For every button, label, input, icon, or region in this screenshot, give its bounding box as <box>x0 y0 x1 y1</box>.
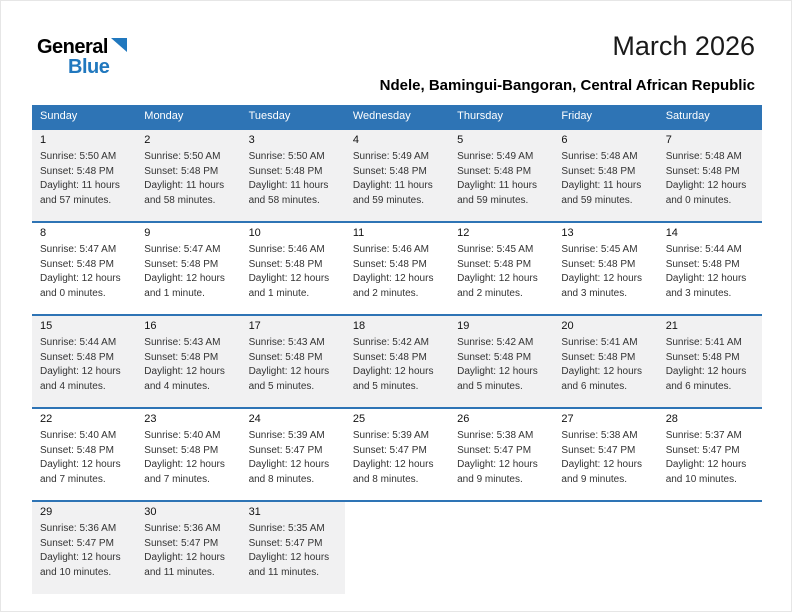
sunrise-text: Sunrise: 5:35 AM <box>248 523 325 534</box>
day-number: 17 <box>248 320 261 332</box>
day-number: 13 <box>561 227 574 239</box>
day-number: 26 <box>457 413 470 425</box>
day-cell-27 <box>553 408 657 501</box>
daylight-text: Daylight: 12 hours and 4 minutes. <box>144 366 225 392</box>
sunset-text: Sunset: 5:48 PM <box>352 165 427 177</box>
day-header-row <box>32 105 762 129</box>
day-cell-17 <box>241 315 345 408</box>
sunset-text: Sunset: 5:48 PM <box>561 351 636 363</box>
day-cell-2 <box>136 129 240 222</box>
sunset-text: Sunset: 5:48 PM <box>352 351 427 363</box>
empty-day-cell <box>658 501 762 594</box>
day-cell-16 <box>136 315 240 408</box>
sunrise-text: Sunrise: 5:49 AM <box>352 151 429 162</box>
sunset-text: Sunset: 5:47 PM <box>352 444 427 456</box>
logo-triangle-icon <box>111 38 127 52</box>
day-number: 7 <box>665 134 672 146</box>
day-number: 12 <box>457 227 470 239</box>
day-cell-21 <box>658 315 762 408</box>
day-number: 24 <box>248 413 261 425</box>
daylight-text: Daylight: 11 hours and 58 minutes. <box>248 180 329 206</box>
day-number: 16 <box>144 320 157 332</box>
day-header-monday: Monday <box>136 105 240 129</box>
day-number: 9 <box>144 227 151 239</box>
day-cell-3 <box>241 129 345 222</box>
day-number: 5 <box>457 134 464 146</box>
sunrise-text: Sunrise: 5:37 AM <box>665 430 742 441</box>
sunrise-text: Sunrise: 5:48 AM <box>561 151 638 162</box>
daylight-text: Daylight: 12 hours and 9 minutes. <box>561 459 643 485</box>
sunrise-text: Sunrise: 5:46 AM <box>248 244 325 255</box>
sunrise-text: Sunrise: 5:42 AM <box>352 337 429 348</box>
sunset-text: Sunset: 5:48 PM <box>40 165 114 177</box>
sunset-text: Sunset: 5:47 PM <box>40 537 114 549</box>
daylight-text: Daylight: 11 hours and 58 minutes. <box>144 180 225 206</box>
sunset-text: Sunset: 5:48 PM <box>40 351 114 363</box>
sunset-text: Sunset: 5:47 PM <box>248 444 323 456</box>
sunrise-text: Sunrise: 5:44 AM <box>40 337 117 348</box>
day-cell-25 <box>345 408 449 501</box>
daylight-text: Daylight: 12 hours and 4 minutes. <box>40 366 121 392</box>
daylight-text: Daylight: 11 hours and 59 minutes. <box>457 180 537 206</box>
sunrise-text: Sunrise: 5:50 AM <box>248 151 325 162</box>
daylight-text: Daylight: 12 hours and 3 minutes. <box>561 273 643 299</box>
sunrise-text: Sunrise: 5:45 AM <box>457 244 534 255</box>
sunset-text: Sunset: 5:47 PM <box>144 537 219 549</box>
sunrise-text: Sunrise: 5:41 AM <box>561 337 638 348</box>
day-number: 10 <box>248 227 261 239</box>
daylight-text: Daylight: 12 hours and 6 minutes. <box>665 366 747 392</box>
daylight-text: Daylight: 11 hours and 59 minutes. <box>352 180 433 206</box>
day-cell-26 <box>449 408 553 501</box>
logo-top-row <box>37 37 127 57</box>
week-row-1 <box>32 129 762 222</box>
empty-day-cell <box>449 501 553 594</box>
day-cell-15 <box>32 315 136 408</box>
sunrise-text: Sunrise: 5:44 AM <box>665 244 742 255</box>
daylight-text: Daylight: 11 hours and 57 minutes. <box>40 180 120 206</box>
daylight-text: Daylight: 12 hours and 7 minutes. <box>40 459 121 485</box>
day-cell-30 <box>136 501 240 594</box>
day-number: 23 <box>144 413 157 425</box>
day-cell-9 <box>136 222 240 315</box>
sunrise-text: Sunrise: 5:38 AM <box>457 430 534 441</box>
sunrise-text: Sunrise: 5:50 AM <box>40 151 117 162</box>
sunset-text: Sunset: 5:47 PM <box>665 444 740 456</box>
sunset-text: Sunset: 5:48 PM <box>561 165 636 177</box>
daylight-text: Daylight: 11 hours and 59 minutes. <box>561 180 642 206</box>
day-number: 31 <box>248 506 261 518</box>
daylight-text: Daylight: 12 hours and 11 minutes. <box>248 552 330 578</box>
sunset-text: Sunset: 5:48 PM <box>665 165 740 177</box>
sunrise-text: Sunrise: 5:39 AM <box>248 430 325 441</box>
sunset-text: Sunset: 5:48 PM <box>561 258 636 270</box>
sunset-text: Sunset: 5:48 PM <box>40 258 114 270</box>
day-cell-28 <box>658 408 762 501</box>
day-cell-29 <box>32 501 136 594</box>
sunset-text: Sunset: 5:48 PM <box>352 258 427 270</box>
day-cell-5 <box>449 129 553 222</box>
daylight-text: Daylight: 12 hours and 3 minutes. <box>665 273 747 299</box>
day-cell-24 <box>241 408 345 501</box>
page-title: March 2026 <box>612 31 755 61</box>
daylight-text: Daylight: 12 hours and 11 minutes. <box>144 552 225 578</box>
sunset-text: Sunset: 5:48 PM <box>665 351 740 363</box>
daylight-text: Daylight: 12 hours and 8 minutes. <box>352 459 434 485</box>
sunrise-text: Sunrise: 5:42 AM <box>457 337 534 348</box>
sunrise-text: Sunrise: 5:47 AM <box>40 244 117 255</box>
sunrise-text: Sunrise: 5:43 AM <box>248 337 325 348</box>
sunset-text: Sunset: 5:48 PM <box>144 444 219 456</box>
daylight-text: Daylight: 12 hours and 1 minute. <box>248 273 330 299</box>
day-number: 4 <box>352 134 359 146</box>
sunset-text: Sunset: 5:48 PM <box>457 351 532 363</box>
day-number: 30 <box>144 506 157 518</box>
daylight-text: Daylight: 12 hours and 9 minutes. <box>457 459 538 485</box>
sunset-text: Sunset: 5:48 PM <box>665 258 740 270</box>
sunset-text: Sunset: 5:48 PM <box>248 351 323 363</box>
day-cell-22 <box>32 408 136 501</box>
daylight-text: Daylight: 12 hours and 2 minutes. <box>457 273 538 299</box>
location-subtitle: Ndele, Bamingui-Bangoran, Central African Republic <box>379 77 755 94</box>
week-row-4 <box>32 408 762 501</box>
sunrise-text: Sunrise: 5:48 AM <box>665 151 742 162</box>
daylight-text: Daylight: 12 hours and 0 minutes. <box>665 180 747 206</box>
day-number: 19 <box>457 320 470 332</box>
sunrise-text: Sunrise: 5:47 AM <box>144 244 221 255</box>
sunset-text: Sunset: 5:48 PM <box>144 165 219 177</box>
sunset-text: Sunset: 5:48 PM <box>248 165 323 177</box>
week-row-5 <box>32 501 762 594</box>
day-number: 28 <box>665 413 678 425</box>
sunrise-text: Sunrise: 5:41 AM <box>665 337 742 348</box>
day-cell-4 <box>345 129 449 222</box>
calendar-body <box>32 129 762 594</box>
sunset-text: Sunset: 5:47 PM <box>561 444 636 456</box>
day-cell-31 <box>241 501 345 594</box>
day-number: 27 <box>561 413 574 425</box>
day-number: 11 <box>352 227 365 239</box>
day-number: 6 <box>561 134 568 146</box>
sunset-text: Sunset: 5:47 PM <box>248 537 323 549</box>
sunrise-text: Sunrise: 5:40 AM <box>40 430 117 441</box>
day-cell-10 <box>241 222 345 315</box>
day-header-tuesday: Tuesday <box>241 105 345 129</box>
day-cell-23 <box>136 408 240 501</box>
sunrise-text: Sunrise: 5:46 AM <box>352 244 429 255</box>
sunset-text: Sunset: 5:48 PM <box>40 444 114 456</box>
sunset-text: Sunset: 5:48 PM <box>248 258 323 270</box>
day-cell-7 <box>658 129 762 222</box>
week-row-2 <box>32 222 762 315</box>
day-number: 22 <box>40 413 53 425</box>
sunrise-text: Sunrise: 5:40 AM <box>144 430 221 441</box>
day-cell-6 <box>553 129 657 222</box>
sunrise-text: Sunrise: 5:36 AM <box>144 523 221 534</box>
daylight-text: Daylight: 12 hours and 2 minutes. <box>352 273 434 299</box>
sunset-text: Sunset: 5:48 PM <box>144 258 219 270</box>
day-number: 8 <box>40 227 47 239</box>
week-row-3 <box>32 315 762 408</box>
day-number: 25 <box>352 413 366 425</box>
sunrise-text: Sunrise: 5:38 AM <box>561 430 638 441</box>
day-number: 2 <box>144 134 151 146</box>
day-number: 14 <box>665 227 678 239</box>
general-blue-logo <box>37 37 127 77</box>
daylight-text: Daylight: 12 hours and 5 minutes. <box>457 366 538 392</box>
daylight-text: Daylight: 12 hours and 10 minutes. <box>665 459 747 485</box>
daylight-text: Daylight: 12 hours and 7 minutes. <box>144 459 225 485</box>
day-number: 3 <box>248 134 255 146</box>
day-cell-1 <box>32 129 136 222</box>
day-header-wednesday: Wednesday <box>345 105 449 129</box>
day-number: 20 <box>561 320 574 332</box>
sunrise-text: Sunrise: 5:39 AM <box>352 430 429 441</box>
sunrise-text: Sunrise: 5:43 AM <box>144 337 221 348</box>
sunset-text: Sunset: 5:47 PM <box>457 444 532 456</box>
day-number: 21 <box>665 320 678 332</box>
logo-text-general: General <box>37 36 108 58</box>
daylight-text: Daylight: 12 hours and 10 minutes. <box>40 552 121 578</box>
day-header-friday: Friday <box>553 105 657 129</box>
day-header-saturday: Saturday <box>658 105 762 129</box>
day-cell-11 <box>345 222 449 315</box>
day-cell-19 <box>449 315 553 408</box>
sunset-text: Sunset: 5:48 PM <box>144 351 219 363</box>
day-number: 15 <box>40 320 53 332</box>
sunset-text: Sunset: 5:48 PM <box>457 165 532 177</box>
day-header-thursday: Thursday <box>449 105 553 129</box>
day-cell-14 <box>658 222 762 315</box>
day-cell-8 <box>32 222 136 315</box>
sunset-text: Sunset: 5:48 PM <box>457 258 532 270</box>
logo-text-blue: Blue <box>68 56 110 78</box>
day-header-sunday: Sunday <box>32 105 136 129</box>
sunrise-text: Sunrise: 5:36 AM <box>40 523 117 534</box>
day-number: 29 <box>40 506 53 518</box>
day-cell-20 <box>553 315 657 408</box>
sunrise-text: Sunrise: 5:45 AM <box>561 244 638 255</box>
day-number: 1 <box>40 134 47 146</box>
sunrise-text: Sunrise: 5:49 AM <box>457 151 534 162</box>
day-number: 18 <box>352 320 366 332</box>
daylight-text: Daylight: 12 hours and 5 minutes. <box>352 366 434 392</box>
empty-day-cell <box>553 501 657 594</box>
day-cell-18 <box>345 315 449 408</box>
daylight-text: Daylight: 12 hours and 8 minutes. <box>248 459 330 485</box>
sunrise-text: Sunrise: 5:50 AM <box>144 151 221 162</box>
day-cell-12 <box>449 222 553 315</box>
day-cell-13 <box>553 222 657 315</box>
daylight-text: Daylight: 12 hours and 6 minutes. <box>561 366 643 392</box>
daylight-text: Daylight: 12 hours and 5 minutes. <box>248 366 330 392</box>
daylight-text: Daylight: 12 hours and 1 minute. <box>144 273 225 299</box>
calendar-table <box>32 105 762 594</box>
daylight-text: Daylight: 12 hours and 0 minutes. <box>40 273 121 299</box>
empty-day-cell <box>345 501 449 594</box>
